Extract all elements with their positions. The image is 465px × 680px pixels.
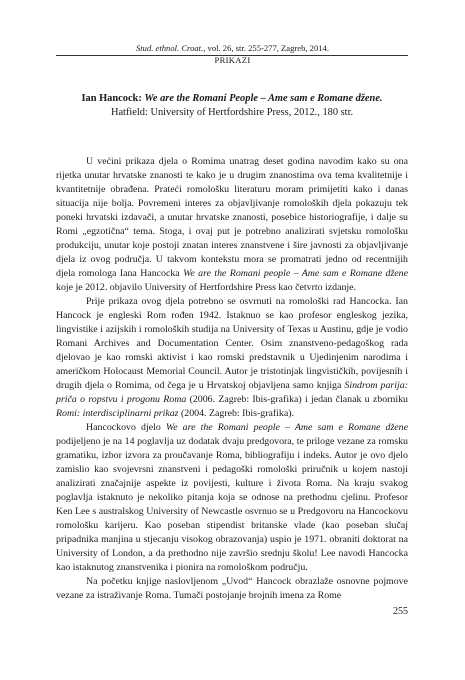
section-label: PRIKAZI [214,55,251,65]
paragraph-2-book-title: Sindrom parija: priča o ropstvu i progonu Roma [56,380,408,405]
paragraph-3-book-title: We are the Romani people – Ame sam e Romane džene [165,422,409,433]
paragraph-4-text: Na početku knjige naslovljenom „Uvod“ Hancock obrazlaže osnovne pojmove vezane za istraživanje Roma. Tumači postojanje brojnih imena za Rome [56,576,408,601]
book-publisher: Hatfield: University of Hertfordshire Press, 2012., 180 str. [110,107,354,118]
book-author: Ian Hancock: [81,93,142,104]
paragraph-4 [56,575,408,603]
book-info [56,92,408,120]
paragraph-1-text: U većini prikaza djela o Romima unatrag deset godina navodim kako su ona rijetka unutar hrvatske znanosti te kako je u drugim znanostima ova tema kvalitetnije i kvantitetnije obrađena. Prateći romološku literaturu moram primijetiti kako i danas situacija nije bolja. Povremeni interes za objavljivanje romoloških djela pokazuju tek poneki hrvatski izdavači, a unutar hrvatske znanosti, posebice historiografije, i dalje su Romi „egzotična“ tema. Stoga, i ovaj put je potrebno analizirati svjetsku romološku produkciju, unutar koje postoji znatan interes znanstvene i šire javnosti za objavljivanje djela iz ovog područja. U takvom kontekstu mora se promatrati jedno od recentnijih djela romologa Iana Hancocka [56,156,408,279]
page-number: 255 [393,606,408,617]
review-body [56,155,408,603]
paragraph-1 [56,155,408,295]
book-title: We are the Romani People – Ame sam e Romane džene. [144,93,383,104]
paragraph-3-text: Hancockovo djelo [86,422,166,433]
header-rule [56,55,408,56]
paragraph-1-book-title: We are the Romani people – Ame sam e Romane džene [183,268,408,279]
citation-line [0,43,465,54]
paragraph-3-tail: podijeljeno je na 14 poglavlja uz dodatak dvaju predgovora, te priloge vezane za romsku gramatiku, izbor izvora za proučavanje Roma, bibliografiju i indeks. Autor je ovo djelo zamislio kao svojevrsni znanstveni i pedagoški romološki priručnik u kojem nastoji analizirati značajnije aspekte iz povijesti, kulture i života Roma. Na kraju svakog poglavlja istaknuto je nekoliko pitanja koja se odnose na prethodnu cjelinu. Profesor Ken Lee s australskog University of Newcastle osvrnuo se u Predgovoru na Hancockovu romološku karijeru. Kao poseban stipendist britanske vlade (kao poseban slučaj pripadnika manjina u stjecanju visokog obrazovanja) uspio je 1971. obraniti doktorat na University of London, a da prethodno nije završio srednju školu! Lee navodi Hancocka kao istaknutog znanstvenika i pionira na romološkom području. [56,436,408,573]
paragraph-2-volume-title: Romi: interdisciplinarni prikaz [56,408,179,419]
paragraph-2-tail: (2004. Zagreb: Ibis-grafika). [178,408,294,419]
paragraph-2-mid: (2006. Zagreb: Ibis-grafika) i jedan članak u zborniku [186,394,408,405]
paragraph-3 [56,421,408,575]
book-heading [56,92,408,106]
paragraph-2 [56,295,408,421]
paragraph-2-text: Prije prikaza ovog djela potrebno se osvrnuti na romološki rad Hancocka. Ian Hancock je engleski Rom rođen 1942. Istaknuo se kao profesor engleskog jezika, lingvistike i azijskih i romoloških studija na University of Texas u Austinu, gdje je vodio Romani Archives and Documentation Center. Osim znanstveno-pedagoškog rada djelovao je kao romski aktivist i kao romski predstavnik u Ujedinjenim narodima i američkom Holocaust Memorial Council. Autor je tristotinjak lingvističkih, povijesnih i drugih djela o Romima, od čega je u Hrvatskoj objavljena samo knjiga [56,296,408,391]
citation-details: , vol. 26, str. 255-277, Zagreb, 2014. [203,43,330,53]
paragraph-1-tail: koje je 2012. objavilo University of Hertfordshire Press kao četvrto izdanje. [56,282,357,293]
journal-name: Stud. ethnol. Croat. [135,43,204,53]
